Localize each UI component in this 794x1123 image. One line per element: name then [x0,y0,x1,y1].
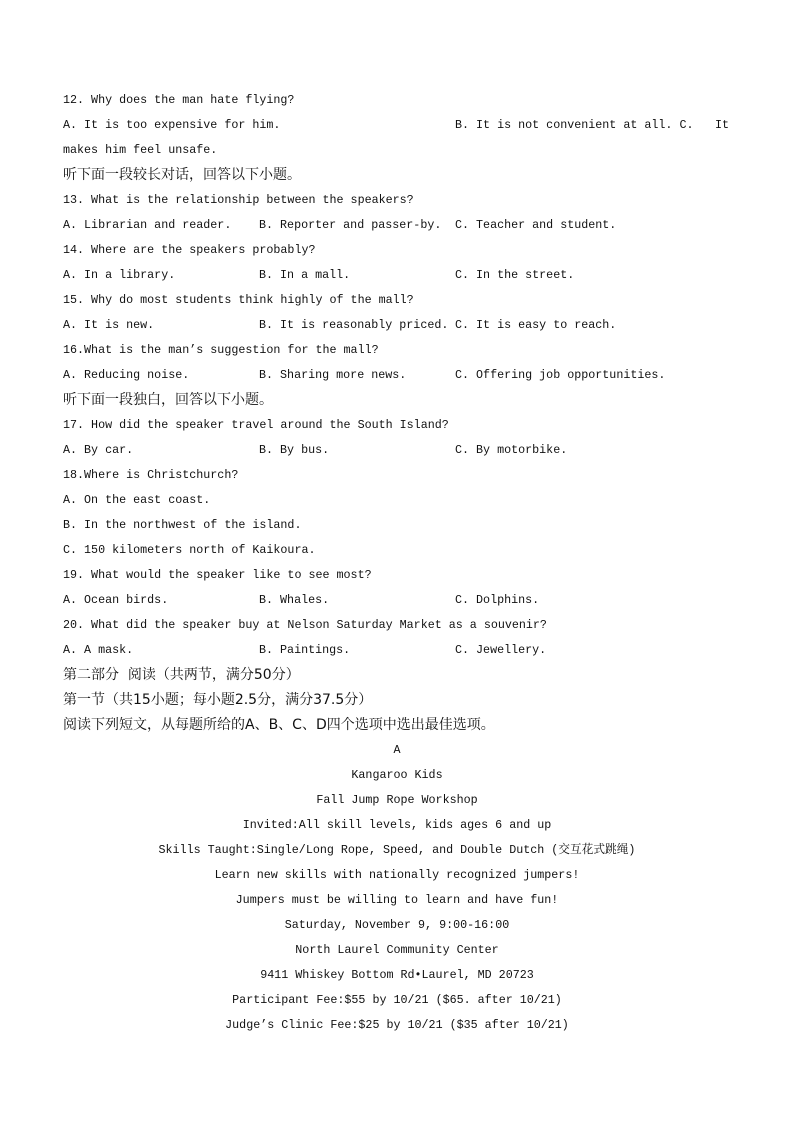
flyer-judge-fee: Judge’s Clinic Fee:$25 by 10/21 ($35 after 10/21) [225,1018,569,1032]
question-20-options [0,638,794,663]
question-19-option-a: A. Ocean birds. [63,593,169,607]
question-12-option-c-text-start: It [714,118,729,132]
question-13-option-b: B. Reporter and passer-by. [259,218,442,232]
question-19-stem: 19. What would the speaker like to see most? [63,568,372,582]
question-16-option-a: A. Reducing noise. [63,368,190,382]
question-20-option-b: B. Paintings. [259,643,351,657]
question-13-options [0,213,794,238]
question-15-option-b: B. It is reasonably priced. [259,318,449,332]
question-12-stem: 12. Why does the man hate flying? [63,93,295,107]
question-13-stem: 13. What is the relationship between the speakers? [63,193,414,207]
reading-part-title: 第二部分 阅读（共两节，满分50分） [63,667,300,683]
question-16-option-b: B. Sharing more news. [259,368,407,382]
question-17-option-a: A. By car. [63,443,134,457]
question-18-option-a: A. On the east coast. [63,493,211,507]
question-13-option-c: C. Teacher and student. [455,218,617,232]
flyer-learn: Learn new skills with nationally recognized jumpers! [214,868,580,882]
question-14-option-c: C. In the street. [455,268,575,282]
question-12-option-a: A. It is too expensive for him. [63,118,281,132]
question-15-stem: 15. Why do most students think highly of the mall? [63,293,414,307]
question-16-stem: 16.What is the man’s suggestion for the mall? [63,343,379,357]
question-19-option-c: C. Dolphins. [455,593,540,607]
flyer-date: Saturday, November 9, 9:00-16:00 [284,918,510,932]
flyer-participant-fee: Participant Fee:$55 by 10/21 ($65. after 10/21) [232,993,562,1007]
question-14-option-a: A. In a library. [63,268,176,282]
passage-label: A [393,743,401,757]
question-17-options [0,438,794,463]
question-14-options [0,263,794,288]
flyer-requirement: Jumpers must be willing to learn and have fun! [235,893,559,907]
question-18-option-b: B. In the northwest of the island. [63,518,302,532]
question-15-option-a: A. It is new. [63,318,155,332]
question-16-options [0,363,794,388]
question-20-stem: 20. What did the speaker buy at Nelson Saturday Market as a souvenir? [63,618,547,632]
question-15-option-c: C. It is easy to reach. [455,318,617,332]
dialogue-instruction: 听下面一段较长对话，回答以下小题。 [63,167,301,183]
flyer-address: 9411 Whiskey Bottom Rd•Laurel, MD 20723 [260,968,534,982]
flyer-invited: Invited:All skill levels, kids ages 6 and up [242,818,552,832]
question-17-option-b: B. By bus. [259,443,330,457]
question-20-option-a: A. A mask. [63,643,134,657]
question-13-option-a: A. Librarian and reader. [63,218,232,232]
flyer-organization: Kangaroo Kids [351,768,443,782]
question-17-option-c: C. By motorbike. [455,443,568,457]
question-12-option-c-label: C. [679,118,694,132]
question-16-option-c: C. Offering job opportunities. [455,368,666,382]
flyer-skills: Skills Taught:Single/Long Rope, Speed, and Double Dutch (交互花式跳绳) [158,843,636,857]
question-18-stem: 18.Where is Christchurch? [63,468,239,482]
question-15-options [0,313,794,338]
question-18-option-c: C. 150 kilometers north of Kaikoura. [63,543,316,557]
monologue-instruction: 听下面一段独白，回答以下小题。 [63,392,273,408]
page-content [0,88,794,1038]
question-12-option-b-c [455,113,729,138]
reading-section-title: 第一节（共15小题；每小题2.5分，满分37.5分） [63,692,373,708]
question-12-option-b: B. It is not convenient at all. [455,118,673,132]
question-14-option-b: B. In a mall. [259,268,351,282]
reading-instruction: 阅读下列短文，从每题所给的A、B、C、D四个选项中选出最佳选项。 [63,717,495,733]
question-17-stem: 17. How did the speaker travel around the South Island? [63,418,449,432]
question-20-option-c: C. Jewellery. [455,643,547,657]
flyer-venue: North Laurel Community Center [295,943,499,957]
flyer-title: Fall Jump Rope Workshop [316,793,478,807]
question-12-option-b-group [455,113,693,138]
question-12-options [0,113,794,138]
question-19-option-b: B. Whales. [259,593,330,607]
question-14-stem: 14. Where are the speakers probably? [63,243,316,257]
question-12-option-c-continuation: makes him feel unsafe. [63,143,218,157]
question-19-options [0,588,794,613]
